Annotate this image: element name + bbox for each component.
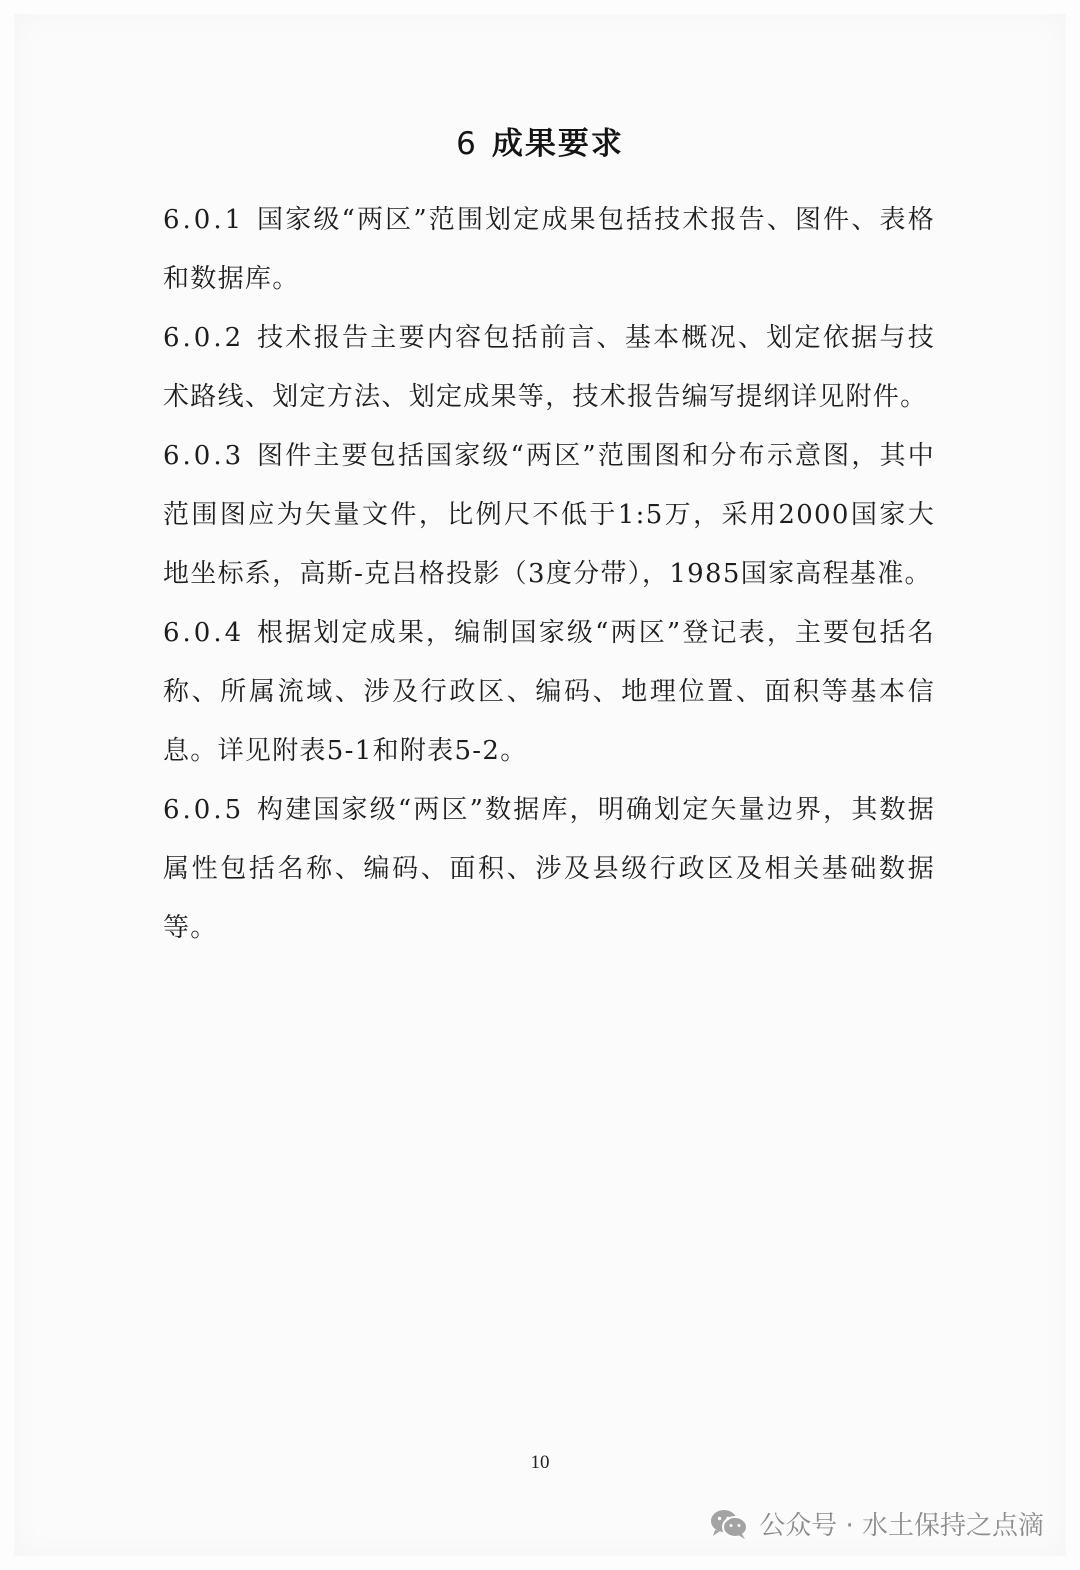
clause-6-0-4 [163, 604, 935, 781]
section-title: 成果要求 [491, 126, 624, 162]
clause-6-0-5 [163, 781, 935, 958]
clause-6-0-2 [163, 309, 935, 427]
clause-text: 国家级“两区”范围划定成果包括技术报告、图件、表格和数据库。 [163, 205, 935, 294]
clause-text: 构建国家级“两区”数据库，明确划定矢量边界，其数据属性包括名称、编码、面积、涉及县级行政区及相关基础数据等。 [163, 795, 935, 943]
wechat-icon [709, 1508, 749, 1540]
clause-number: 6.0.1 [163, 205, 245, 235]
watermark-text: 公众号 · 水土保持之点滴 [759, 1511, 1044, 1541]
watermark [709, 1505, 1044, 1542]
clause-6-0-3 [163, 427, 935, 604]
clause-6-0-1 [163, 191, 935, 309]
section-body [163, 191, 935, 958]
section-heading [0, 118, 1080, 163]
clause-text: 技术报告主要内容包括前言、基本概况、划定依据与技术路线、划定方法、划定成果等，技术报告编写提纲详见附件。 [163, 323, 935, 412]
clause-text: 图件主要包括国家级“两区”范围图和分布示意图，其中范围图应为矢量文件，比例尺不低于1:5万，采用2000国家大地坐标系，高斯-克吕格投影（3度分带），1985国家高程基准。 [163, 441, 935, 589]
clause-number: 6.0.2 [163, 323, 245, 353]
clause-number: 6.0.3 [163, 441, 245, 471]
clause-text: 根据划定成果，编制国家级“两区”登记表，主要包括名称、所属流域、涉及行政区、编码、地理位置、面积等基本信息。详见附表5-1和附表5-2。 [163, 618, 935, 766]
section-number: 6 [456, 126, 478, 162]
clause-number: 6.0.5 [163, 795, 245, 825]
page-number: 10 [530, 1452, 550, 1473]
clause-number: 6.0.4 [163, 618, 245, 648]
